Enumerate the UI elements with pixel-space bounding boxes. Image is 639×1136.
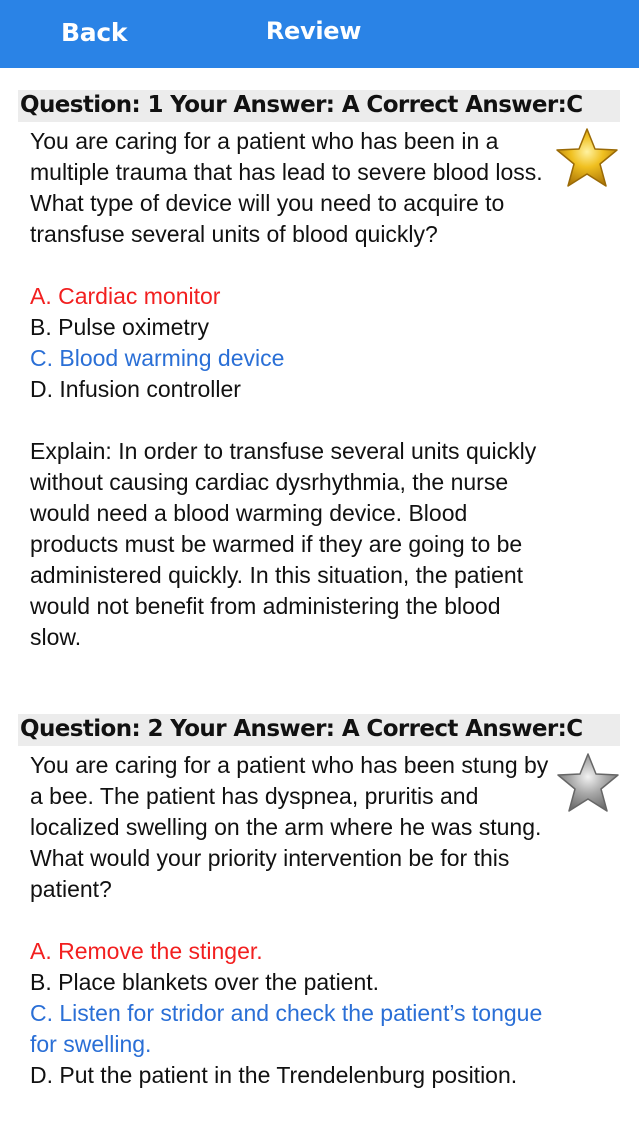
option-d: D. Put the patient in the Trendelenburg position. [30,1062,518,1088]
option-a-your-answer: A. Cardiac monitor [30,283,221,309]
back-button[interactable]: Back [61,18,128,47]
option-c-correct-answer: C. Listen for stridor and check the patient’s tongue for swelling. [30,1000,543,1057]
option-d: D. Infusion controller [30,376,241,402]
option-c-correct-answer: C. Blood warming device [30,345,285,371]
star-gold-icon[interactable] [555,127,619,189]
question-body [30,750,550,1091]
question-body [30,126,550,653]
navigation-bar [0,0,639,68]
option-b: B. Place blankets over the patient. [30,969,380,995]
question-header-text: Question: 1 Your Answer: A Correct Answer:C [20,92,583,118]
question-header [18,714,620,746]
star-gray-icon[interactable] [556,752,620,814]
option-b: B. Pulse oximetry [30,314,209,340]
question-header-text: Question: 2 Your Answer: A Correct Answer:C [20,716,583,742]
page-title: Review [265,17,362,45]
question-header [18,90,620,122]
question-text: You are caring for a patient who has been in a multiple trauma that has lead to severe blood loss. What type of device will you need to acquire to transfuse several units of blood quickly? [30,128,543,247]
question-text: You are caring for a patient who has been stung by a bee. The patient has dyspnea, pruritis and localized swelling on the arm where he was stung. What would your priority intervention be for this patient? [30,752,549,902]
option-a-your-answer: A. Remove the stinger. [30,938,263,964]
explanation-text: Explain: In order to transfuse several units quickly without causing cardiac dysrhythmia, the nurse would need a blood warming device. Blood products must be warmed if they are going to be administered quickly. In this situation, the patient would not benefit from administering the blood slow. [30,438,537,650]
